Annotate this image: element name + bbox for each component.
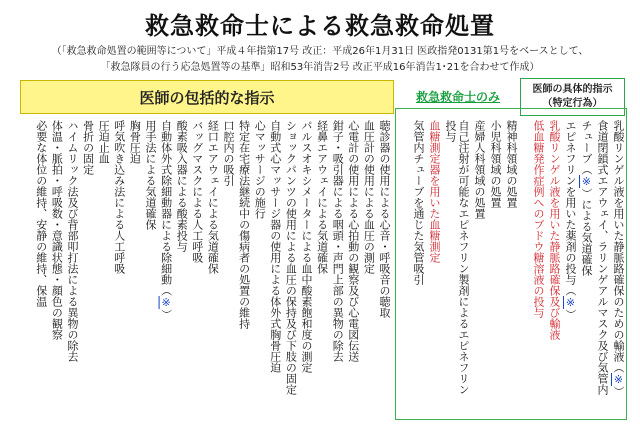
comprehensive-act-item <box>316 120 329 418</box>
comprehensive-act-item <box>128 120 141 418</box>
comprehensive-act-item <box>269 120 282 418</box>
specific-act-item <box>596 120 609 418</box>
comprehensive-act-item <box>378 120 391 418</box>
specific-act-item-text: チューブ（ <box>580 120 593 175</box>
comprehensive-act-text: 骨折の固定 <box>81 120 95 175</box>
comprehensive-act-text: 経鼻エアウェイによる気道確保 <box>315 120 329 274</box>
comprehensive-act-text: ハイムリック法及び背部叩打法による異物の除去 <box>66 120 79 362</box>
comprehensive-act-item <box>362 120 375 418</box>
header-specific-line-1: 医師の具体的指示 <box>532 84 613 95</box>
paramedic-only-act-item <box>444 120 457 418</box>
comprehensive-act-text: 圧迫止血 <box>97 120 111 164</box>
comprehensive-act-text: 血圧計の使用による血圧の測定 <box>362 120 376 274</box>
comprehensive-act-item <box>97 120 110 418</box>
comprehensive-act-text: 経口エアウェイによる気道確保 <box>206 120 220 274</box>
paramedic-only-act-item-text: 産婦人科領域の処置 <box>473 120 486 219</box>
comprehensive-act-text: バッグマスクによる人工呼吸 <box>190 120 204 263</box>
comprehensive-act-text: 酸素吸入器による酸素投与 <box>175 120 189 252</box>
comprehensive-act-text: 必要な体位の維持、安静の維持、保温 <box>34 120 48 307</box>
comprehensive-act-text: 心電計の使用による心拍動の観察及び心電図伝送 <box>346 120 360 362</box>
specific-act-item-text: 乳酸リンゲル液を用いた静脈路確保のための輸液（ <box>612 120 625 373</box>
paramedic-only-act-item-text: 自己注射が可能なエピネフリン製剤によるエピネフリン <box>457 120 470 395</box>
comprehensive-act-text: 口腔内の吸引 <box>222 120 235 186</box>
comprehensive-act-item <box>175 120 188 418</box>
comprehensive-act-item <box>253 120 266 418</box>
paramedic-only-act-item <box>505 120 518 418</box>
comprehensive-act-text: 体温・脈拍・呼吸数・意識状態・顔色の観察 <box>50 120 64 340</box>
comprehensive-act-item <box>113 120 126 418</box>
procedure-columns <box>18 120 628 420</box>
comprehensive-act-item <box>347 120 360 418</box>
comprehensive-act-item <box>331 120 344 418</box>
paramedic-only-act-item-text: 投与 <box>444 120 457 142</box>
note-mark: ※ <box>159 296 173 309</box>
comprehensive-act-text: パルスオキシメーターによる血中酸素飽和度の測定 <box>300 120 313 373</box>
comprehensive-act-text: 鉗子・吸引器による咽頭・声門上部の異物の除去 <box>331 120 345 362</box>
note-mark-tail: ） <box>159 309 173 320</box>
header-specific-line-2: （特定行為） <box>542 98 603 109</box>
specific-act-item <box>564 120 577 418</box>
paramedic-only-act-item <box>473 120 486 418</box>
header-paramedic-only: 救急救命士のみ <box>415 90 500 104</box>
comprehensive-act-text: 自動式心マッサージ器の使用による体外式胸骨圧迫 <box>268 120 282 373</box>
specific-act-item-text: 低血糖発作症例へのブドウ糖溶液の投与 <box>532 120 545 318</box>
header-doctor-instruction: 医師の包括的な指示 <box>20 80 394 114</box>
specific-act-item <box>612 120 625 418</box>
paramedic-only-act-item-text: 気管内チューブを通じた気管吸引 <box>412 120 425 285</box>
paramedic-only-act-item <box>428 120 441 418</box>
comprehensive-act-text: 胸骨圧迫 <box>128 120 142 164</box>
note-mark-tail: ）による気道確保 <box>580 188 593 276</box>
specific-act-item-text: 乳酸リンゲル液を用いた静脈路確保及び輸液 <box>548 120 561 340</box>
note-mark-tail: ） <box>612 386 625 397</box>
specific-act-item <box>532 120 545 418</box>
note-mark: ※ <box>612 373 625 386</box>
note-mark: ※ <box>564 296 577 309</box>
paramedic-only-act-item <box>489 120 502 418</box>
specific-act-item-text: エピネフリンを用いた薬剤の投与（ <box>564 120 577 296</box>
comprehensive-act-item <box>284 120 297 418</box>
comprehensive-act-text: 心マッサージの施行 <box>253 120 267 219</box>
comprehensive-act-item <box>82 120 95 418</box>
comprehensive-act-text: 聴診器の使用による心音・呼吸音の聴取 <box>378 120 391 318</box>
comprehensive-act-text: 自動体外式除細動器による除細動（ <box>159 120 173 296</box>
comprehensive-act-item <box>66 120 79 418</box>
paramedic-only-act-item-text: 血糖測定器を用いた血糖測定 <box>428 120 441 263</box>
paramedic-only-act-item <box>412 120 425 418</box>
comprehensive-act-item <box>35 120 48 418</box>
comprehensive-act-text: 呼気吹き込み法による人工呼吸 <box>112 120 126 274</box>
paramedic-only-act-item-text: 精神科領域の処置 <box>505 120 518 208</box>
subtitle-line-2: 「救急隊員の行う応急処置等の基準」昭和53年消告2号 改正平成16年消告1･21を合わせて作成） <box>100 62 540 73</box>
comprehensive-act-text: 用手法による気道確保 <box>144 120 157 230</box>
paramedic-only-act-item-text: 小児科領域の処置 <box>489 120 502 208</box>
comprehensive-act-item <box>144 120 157 418</box>
note-mark-tail: ） <box>564 309 577 320</box>
specific-act-item-text: 食道閉鎖式エアウェイ、ラリンゲアルマスク及び気管内 <box>596 120 609 395</box>
comprehensive-act-item <box>160 120 173 418</box>
specific-act-item <box>548 120 561 418</box>
comprehensive-act-item <box>238 120 251 418</box>
paramedic-only-act-item <box>457 120 470 418</box>
comprehensive-act-item <box>50 120 63 418</box>
comprehensive-act-item <box>300 120 313 418</box>
specific-act-item <box>580 120 593 418</box>
comprehensive-act-item <box>222 120 235 418</box>
subtitle-line-1: （「救急救命処置の範囲等について」平成４年指第17号 改正：平成26年1月31日 医政指発0131第1号をベースとして、 <box>51 46 589 57</box>
comprehensive-act-item <box>191 120 204 418</box>
page-title: 救急救命士による救急救命処置 <box>145 12 495 40</box>
comprehensive-act-text: 特定在宅療法継続中の傷病者の処置の維持 <box>237 120 251 329</box>
comprehensive-act-text: ショックパンツの使用による血圧の保持及び下肢の固定 <box>284 120 298 395</box>
note-mark: ※ <box>580 175 593 188</box>
comprehensive-act-item <box>206 120 219 418</box>
